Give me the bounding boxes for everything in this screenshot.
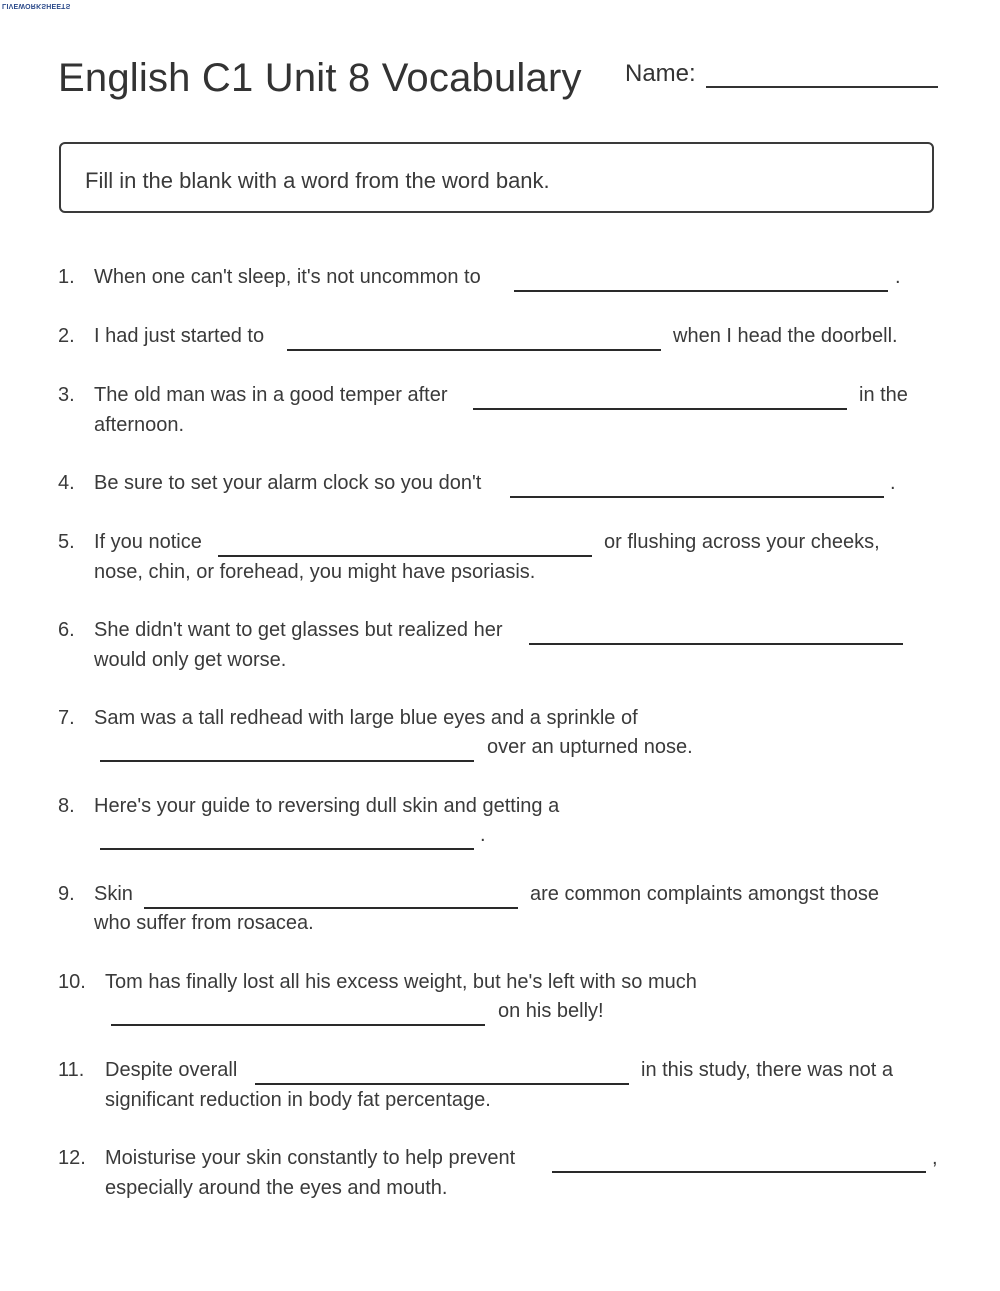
question-number: 3. [58, 384, 75, 406]
question-number: 7. [58, 707, 75, 729]
question-number: 5. [58, 531, 75, 553]
question-text-after: in the [859, 384, 908, 406]
question-text-continuation: especially around the eyes and mouth. [105, 1177, 448, 1199]
answer-blank-9[interactable] [144, 907, 518, 909]
question-text-continuation: who suffer from rosacea. [94, 912, 314, 934]
question-text-after: when I head the doorbell. [673, 325, 898, 347]
question-number: 6. [58, 619, 75, 641]
question-text-after: over an upturned nose. [487, 736, 693, 758]
question-text: Despite overall [105, 1059, 238, 1081]
question-text: I had just started to [94, 325, 265, 347]
question-text-continuation: nose, chin, or forehead, you might have psoriasis. [94, 561, 536, 583]
question-text-after: . [890, 472, 896, 494]
answer-blank-5[interactable] [218, 555, 592, 557]
name-field[interactable] [706, 86, 938, 88]
question-text-continuation: significant reduction in body fat percentage. [105, 1089, 491, 1111]
question-text: She didn't want to get glasses but realized her [94, 619, 503, 641]
name-label: Name: [625, 60, 696, 87]
answer-blank-8[interactable] [100, 848, 474, 850]
answer-blank-7[interactable] [100, 760, 474, 762]
question-number: 2. [58, 325, 75, 347]
answer-blank-2[interactable] [287, 349, 661, 351]
question-text-continuation: afternoon. [94, 414, 185, 436]
instructions-text: Fill in the blank with a word from the word bank. [85, 168, 550, 193]
question-number: 10. [58, 971, 86, 993]
answer-blank-11[interactable] [255, 1083, 629, 1085]
question-text-after: . [895, 266, 901, 288]
answer-blank-3[interactable] [473, 408, 847, 410]
answer-blank-10[interactable] [111, 1024, 485, 1026]
question-number: 1. [58, 266, 75, 288]
question-number: 9. [58, 883, 75, 905]
question-text-after: . [480, 824, 486, 846]
answer-blank-4[interactable] [510, 496, 884, 498]
question-text: Moisturise your skin constantly to help prevent [105, 1147, 516, 1169]
question-text-after: or flushing across your cheeks, [604, 531, 880, 553]
question-number: 12. [58, 1147, 86, 1169]
question-text-after: in this study, there was not a [641, 1059, 893, 1081]
watermark-logo: LIVEWORKSHEETS [2, 2, 71, 9]
question-text-after: on his belly! [498, 1000, 604, 1022]
question-number: 4. [58, 472, 75, 494]
question-text: When one can't sleep, it's not uncommon to [94, 266, 481, 288]
page-title: English C1 Unit 8 Vocabulary [58, 56, 582, 100]
question-text-after: are common complaints amongst those [530, 883, 880, 905]
question-text: Be sure to set your alarm clock so you don't [94, 472, 482, 494]
question-text: Skin [94, 883, 133, 905]
question-text-continuation: would only get worse. [94, 649, 287, 671]
question-text: The old man was in a good temper after [94, 384, 448, 406]
answer-blank-12[interactable] [552, 1171, 926, 1173]
instructions-box [59, 142, 934, 213]
question-text: If you notice [94, 531, 202, 553]
question-text: Here's your guide to reversing dull skin and getting a [94, 795, 560, 817]
answer-blank-1[interactable] [514, 290, 888, 292]
question-number: 11. [58, 1059, 85, 1081]
question-text: Sam was a tall redhead with large blue eyes and a sprinkle of [94, 707, 638, 729]
answer-blank-6[interactable] [529, 643, 903, 645]
question-text-after: , [932, 1147, 938, 1169]
question-text: Tom has finally lost all his excess weight, but he's left with so much [105, 971, 697, 993]
question-number: 8. [58, 795, 75, 817]
